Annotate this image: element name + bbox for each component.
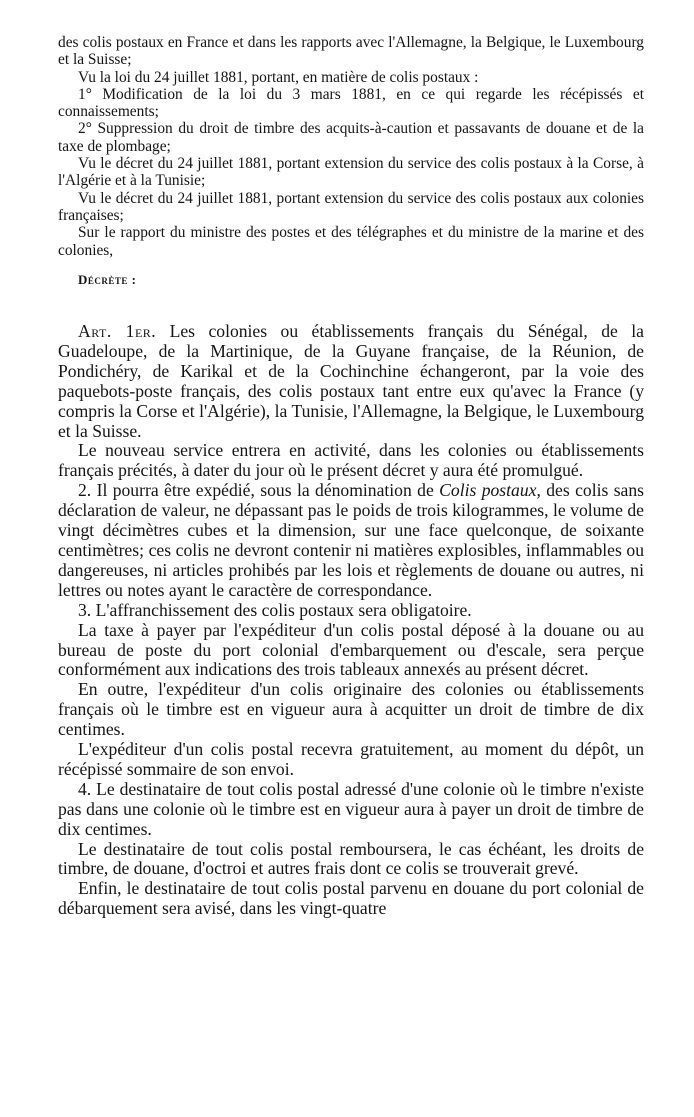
article-1-label: Art. 1er.: [78, 321, 157, 341]
visa-paragraph: des colis postaux en France et dans les rapports avec l'Allemagne, la Belgique, le Luxembourg et la Suisse;: [58, 34, 644, 69]
article-paragraph: Le destinataire de tout colis postal remboursera, le cas échéant, les droits de timbre, de douane, d'octroi et autres frais dont ce colis se trouverait grevé.: [58, 838, 644, 879]
visa-paragraph: 1° Modification de la loi du 3 mars 1881, en ce qui regarde les récépissés et connaissements;: [58, 85, 644, 121]
article-1-text: Les colonies ou établissements français du Sénégal, de la Guadeloupe, de la Martinique, de la Guyane française, de la Réunion, de Pondichéry, de Karikal et de la Cochinchine échangeront, par la voie des paquebots-poste français, des colis postaux tant entre eux qu'avec la France (y compris la Corse et l'Algérie), la Tunisie, l'Allemagne, la Belgique, le Luxembourg et la Suisse.: [58, 321, 644, 441]
visas-section: [58, 34, 644, 288]
article-4: 4. Le destinataire de tout colis postal adressé d'une colonie où le timbre n'existe pas dans une colonie où le timbre est en vigueur aura à payer un droit de timbre de dix centimes.: [58, 778, 644, 839]
decrete-heading: Décrète :: [78, 271, 137, 287]
article-3: 3. L'affranchissement des colis postaux sera obligatoire.: [78, 599, 472, 620]
visa-paragraph: Vu la loi du 24 juillet 1881, portant, en matière de colis postaux :: [78, 68, 479, 86]
article-paragraph: En outre, l'expéditeur d'un colis originaire des colonies ou établissements français où le timbre est en vigueur aura à acquitter un droit de timbre de dix centimes.: [58, 679, 644, 740]
article-paragraph: Enfin, le destinataire de tout colis postal parvenu en douane du port colonial de débarquement sera avisé, dans les vingt-quatre: [58, 878, 644, 919]
articles-section: [58, 322, 644, 919]
article-1: [58, 322, 644, 441]
article-2-rest: des colis sans déclaration de valeur, ne dépassant pas le poids de trois kilogrammes, le volume de vingt décimètres cubes et la dimension, sur une face quelconque, de soixante centimètres; ces colis ne devront contenir ni matières explosibles, inflammables ou dangereuses, ni articles prohibés par les lois et règlements de douane ou autres, ni lettres ou notes ayant le caractère de correspondance.: [58, 480, 645, 600]
article-2-italic: Colis postaux,: [439, 480, 541, 501]
article-paragraph: L'expéditeur d'un colis postal recevra gratuitement, au moment du dépôt, un récépissé sommaire de son envoi.: [58, 739, 644, 779]
visa-paragraph: 2° Suppression du droit de timbre des acquits-à-caution et passavants de douane et de la taxe de plombage;: [58, 120, 644, 155]
article-2-lead: 2. Il pourra être expédié, sous la dénomination de: [78, 480, 434, 501]
visa-paragraph: Vu le décret du 24 juillet 1881, portant extension du service des colis postaux à la Corse, à l'Algérie et à la Tunisie;: [58, 155, 644, 190]
article-paragraph: Le nouveau service entrera en activité, dans les colonies ou établissements français précités, à dater du jour où le présent décret y aura été promulgué.: [58, 440, 644, 481]
article-paragraph: La taxe à payer par l'expéditeur d'un colis postal déposé à la douane ou au bureau de poste du port colonial d'embarquement ou d'escale, sera perçue conformément aux indications des trois tableaux annexés au présent décret.: [58, 619, 644, 680]
article-2: [58, 481, 644, 600]
visa-paragraph: Vu le décret du 24 juillet 1881, portant extension du service des colis postaux aux colonies françaises;: [58, 189, 644, 224]
visa-paragraph: Sur le rapport du ministre des postes et des télégraphes et du ministre de la marine et des colonies,: [58, 224, 644, 259]
